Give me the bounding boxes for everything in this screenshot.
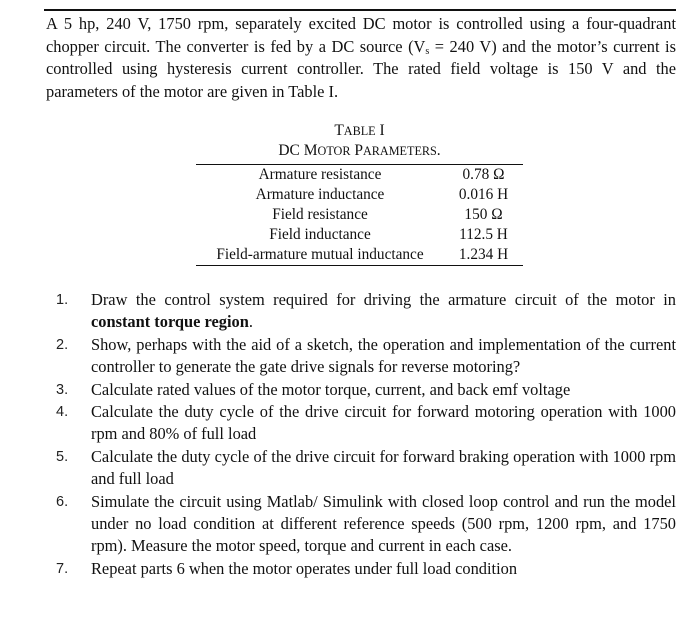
list-item	[46, 401, 676, 446]
item-number: 1.	[56, 292, 69, 308]
parameter-name: Field resistance	[272, 206, 368, 223]
item-text: Calculate the duty cycle of the drive circuit for forward braking operation with 1000 rpm and full load	[91, 446, 676, 489]
problem-statement	[46, 13, 676, 103]
item-number: 3.	[56, 381, 69, 398]
source-voltage-subscript: s	[425, 45, 430, 57]
parameter-name: Armature inductance	[255, 186, 385, 203]
parameter-value: 150 Ω	[464, 206, 503, 223]
item-number: 4.	[56, 404, 69, 421]
table-row	[196, 185, 523, 205]
table-row	[196, 205, 523, 225]
item-number: 2.	[56, 336, 69, 353]
item-text: Draw the control system required for driving the armature circuit of the motor in	[91, 290, 676, 309]
item-text: Simulate the circuit using Matlab/ Simulink with closed loop control and run the model under no load condition at different reference speeds (500 rpm, 1200 rpm, and 1750 rpm). Measure the motor speed, torque and current in each case.	[91, 491, 676, 556]
table-title: DC MOTOR PARAMETERS.	[278, 142, 441, 159]
parameter-value: 0.78 Ω	[462, 166, 505, 183]
list-item	[46, 289, 676, 334]
motor-parameters-table	[196, 164, 523, 266]
item-emphasis: constant torque region	[91, 312, 249, 332]
item-number: 6.	[56, 493, 69, 510]
table-number: TABLE I	[334, 122, 385, 139]
table-row	[196, 245, 523, 266]
parameter-name: Armature resistance	[258, 166, 382, 183]
item-text: Show, perhaps with the aid of a sketch, the operation and implementation of the current controller to generate the gate drive signals for reverse motoring?	[91, 334, 676, 377]
table-row	[196, 225, 523, 245]
item-number: 7.	[56, 560, 69, 577]
list-item	[46, 379, 676, 401]
item-number: 5.	[56, 448, 69, 465]
list-item	[46, 334, 676, 379]
parameter-value: 1.234 H	[458, 246, 509, 263]
item-text: Calculate rated values of the motor torque, current, and back emf voltage	[91, 379, 571, 399]
parameter-name: Field-armature mutual inductance	[216, 246, 424, 263]
parameter-name: Field inductance	[269, 226, 371, 243]
list-item	[46, 558, 676, 580]
item-text: Calculate the duty cycle of the drive circuit for forward motoring operation with 1000 rpm and 80% of full load	[91, 402, 676, 444]
list-item	[46, 446, 676, 491]
intro-text-end: = 240 V) and the motor’s current is controlled using hysteresis current controller. The rated field voltage is 150 V and the parameters of the motor are given in Table I.	[46, 36, 676, 101]
item-text-tail: .	[248, 312, 253, 332]
parameter-value: 112.5 H	[459, 226, 508, 243]
parameter-value: 0.016 H	[458, 186, 509, 203]
task-list	[46, 289, 676, 580]
table-row	[196, 165, 523, 186]
item-text: Repeat parts 6 when the motor operates under full load condition	[91, 558, 518, 578]
list-item	[46, 491, 676, 558]
top-rule	[44, 9, 676, 11]
intro-text-start: A 5 hp, 240 V, 1750 rpm, separately excited DC motor is controlled using a four-quadrant chopper circuit. The converter is fed by a DC source (V	[46, 14, 676, 56]
